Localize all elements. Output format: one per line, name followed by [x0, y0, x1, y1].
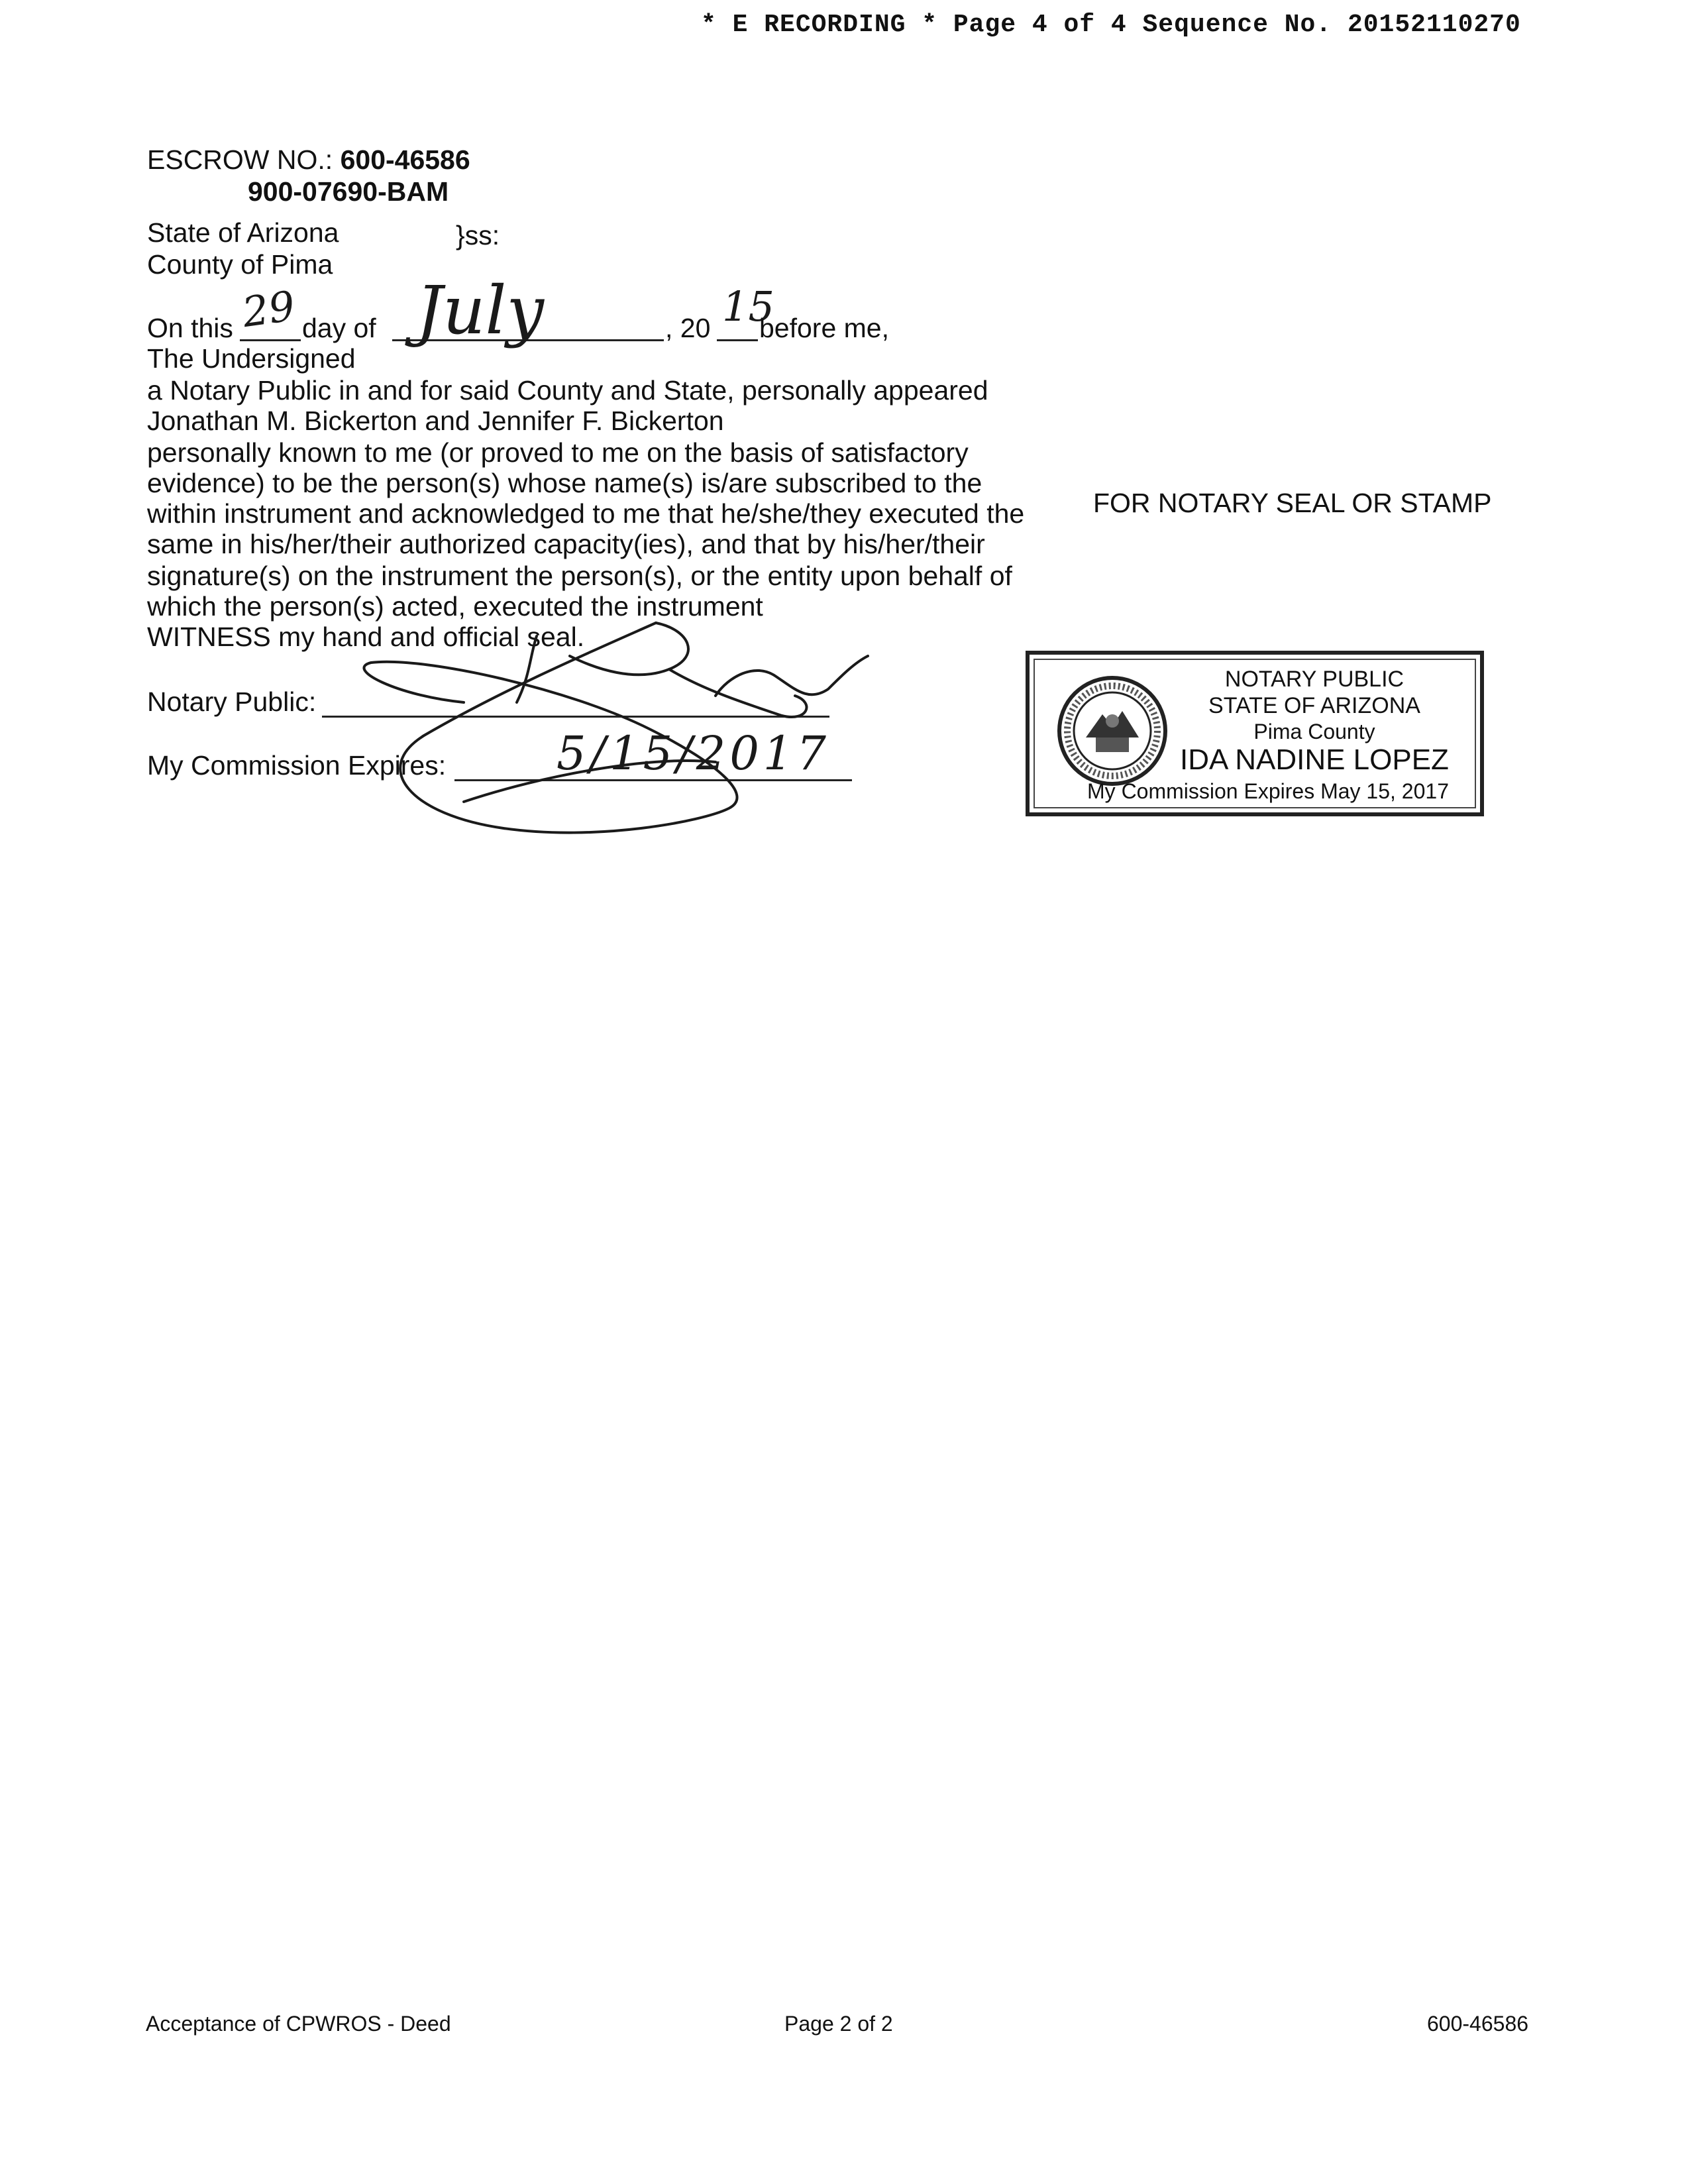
- stamp-expires: My Commission Expires May 15, 2017: [1087, 779, 1449, 803]
- ack-line-9: WITNESS my hand and official seal.: [147, 622, 585, 652]
- venue-county: County of Pima: [147, 249, 333, 280]
- notary-stamp: [1026, 651, 1484, 816]
- ack-line-5: within instrument and acknowledged to me that he/she/they executed the: [147, 498, 1025, 529]
- escrow-number-2: 900-07690-BAM: [248, 176, 449, 207]
- day-of-label: day of: [302, 313, 376, 343]
- ack-line-1: a Notary Public in and for said County and State, personally appeared: [147, 375, 988, 406]
- venue-ss: }ss:: [456, 220, 500, 250]
- on-this-label: On this: [147, 313, 233, 343]
- stamp-line-2: STATE OF ARIZONA: [1208, 693, 1420, 718]
- ack-line-2: Jonathan M. Bickerton and Jennifer F. Bickerton: [147, 406, 724, 436]
- venue-state: State of Arizona: [147, 217, 339, 248]
- notary-seal-label: FOR NOTARY SEAL OR STAMP: [1093, 488, 1492, 518]
- undersigned-label: The Undersigned: [147, 343, 356, 374]
- month-handwritten: July: [416, 272, 544, 349]
- recording-header: * E RECORDING * Page 4 of 4 Sequence No. 20152110270: [701, 11, 1521, 39]
- escrow-label-text: ESCROW NO.:: [147, 144, 333, 175]
- footer-right: 600-46586: [1427, 2012, 1529, 2036]
- ack-line-8: which the person(s) acted, executed the instrument: [147, 591, 763, 622]
- ack-line-7: signature(s) on the instrument the person(s), or the entity upon behalf of: [147, 561, 1012, 591]
- ack-line-4: evidence) to be the person(s) whose name(s) is/are subscribed to the: [147, 468, 982, 498]
- ack-line-3: personally known to me (or proved to me on the basis of satisfactory: [147, 437, 969, 468]
- state-seal-icon: [1056, 675, 1169, 787]
- commission-expires-label: My Commission Expires:: [147, 750, 447, 781]
- notary-public-label: Notary Public:: [147, 686, 317, 717]
- before-me-label: before me,: [759, 313, 889, 343]
- stamp-notary-name: IDA NADINE LOPEZ: [1180, 743, 1449, 776]
- footer-left: Acceptance of CPWROS - Deed: [146, 2012, 451, 2036]
- commission-expires-handwritten: 5/15/2017: [556, 726, 830, 781]
- footer-center: Page 2 of 2: [784, 2012, 893, 2036]
- ack-line-6: same in his/her/their authorized capacity(ies), and that by his/her/their: [147, 529, 985, 559]
- escrow-number-1: 600-46586: [340, 144, 470, 175]
- stamp-line-1: NOTARY PUBLIC: [1224, 667, 1404, 692]
- year-prefix: , 20: [665, 313, 711, 343]
- day-handwritten: 29: [239, 281, 298, 337]
- year-handwritten: 15: [722, 282, 774, 331]
- stamp-line-3: Pima County: [1253, 720, 1375, 743]
